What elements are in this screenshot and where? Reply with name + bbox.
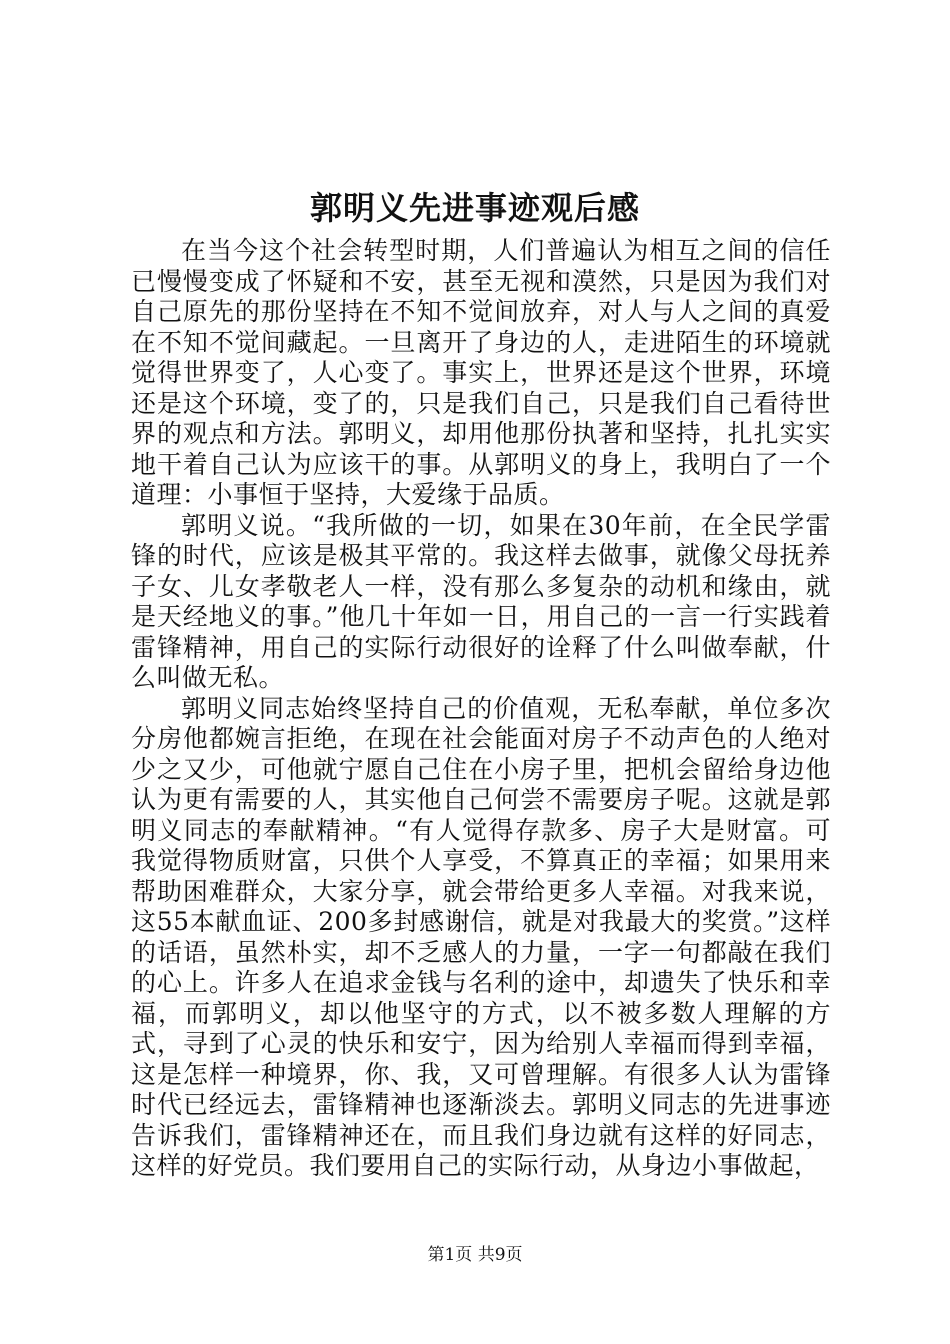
paragraph-2: 郭明义说。“我所做的一切，如果在30年前，在全民学雷锋的时代，应该是极其平常的。我这样去做事，就像父母抚养子女、儿女孝敬老人一样，没有那么多复杂的动机和缘由，就是天经地义的事。”他几十年如一日，用自己的一言一行实践着雷锋精神，用自己的实际行动很好的诠释了什么叫做奉献，什么叫做无私。 <box>131 510 831 692</box>
document-body <box>131 236 831 1182</box>
page-number-footer: 第1页 共9页 <box>427 1245 523 1265</box>
paragraph-3: 郭明义同志始终坚持自己的价值观，无私奉献，单位多次分房他都婉言拒绝，在现在社会能面对房子不动声色的人绝对少之又少，可他就宁愿自己住在小房子里，把机会留给身边他认为更有需要的人，其实他自己何尝不需要房子呢。这就是郭明义同志的奉献精神。“有人觉得存款多、房子大是财富。可我觉得物质财富，只供个人享受，不算真正的幸福；如果用来帮助困难群众，大家分享，就会带给更多人幸福。对我来说，这55本献血证、200多封感谢信，就是对我最大的奖赏。”这样的话语，虽然朴实，却不乏感人的力量，一字一句都敲在我们的心上。许多人在追求金钱与名利的途中，却遗失了快乐和幸福，而郭明义，却以他坚守的方式，以不被多数人理解的方式，寻到了心灵的快乐和安宁，因为给别人幸福而得到幸福，这是怎样一种境界，你、我，又可曾理解。有很多人认为雷锋时代已经远去，雷锋精神也逐渐淡去。郭明义同志的先进事迹告诉我们，雷锋精神还在，而且我们身边就有这样的好同志，这样的好党员。我们要用自己的实际行动，从身边小事做起， <box>131 693 831 1180</box>
paragraph-1: 在当今这个社会转型时期，人们普遍认为相互之间的信任已慢慢变成了怀疑和不安，甚至无视和漠然，只是因为我们对自己原先的那份坚持在不知不觉间放弃，对人与人之间的真爱在不知不觉间藏起。一旦离开了身边的人，走进陌生的环境就觉得世界变了，人心变了。事实上，世界还是这个世界，环境还是这个环境，变了的，只是我们自己，只是我们自己看待世界的观点和方法。郭明义，却用他那份执著和坚持，扎扎实实地干着自己认为应该干的事。从郭明义的身上，我明白了一个道理：小事恒于坚持，大爱缘于品质。 <box>131 236 831 509</box>
document-title: 郭明义先进事迹观后感 <box>309 189 640 227</box>
